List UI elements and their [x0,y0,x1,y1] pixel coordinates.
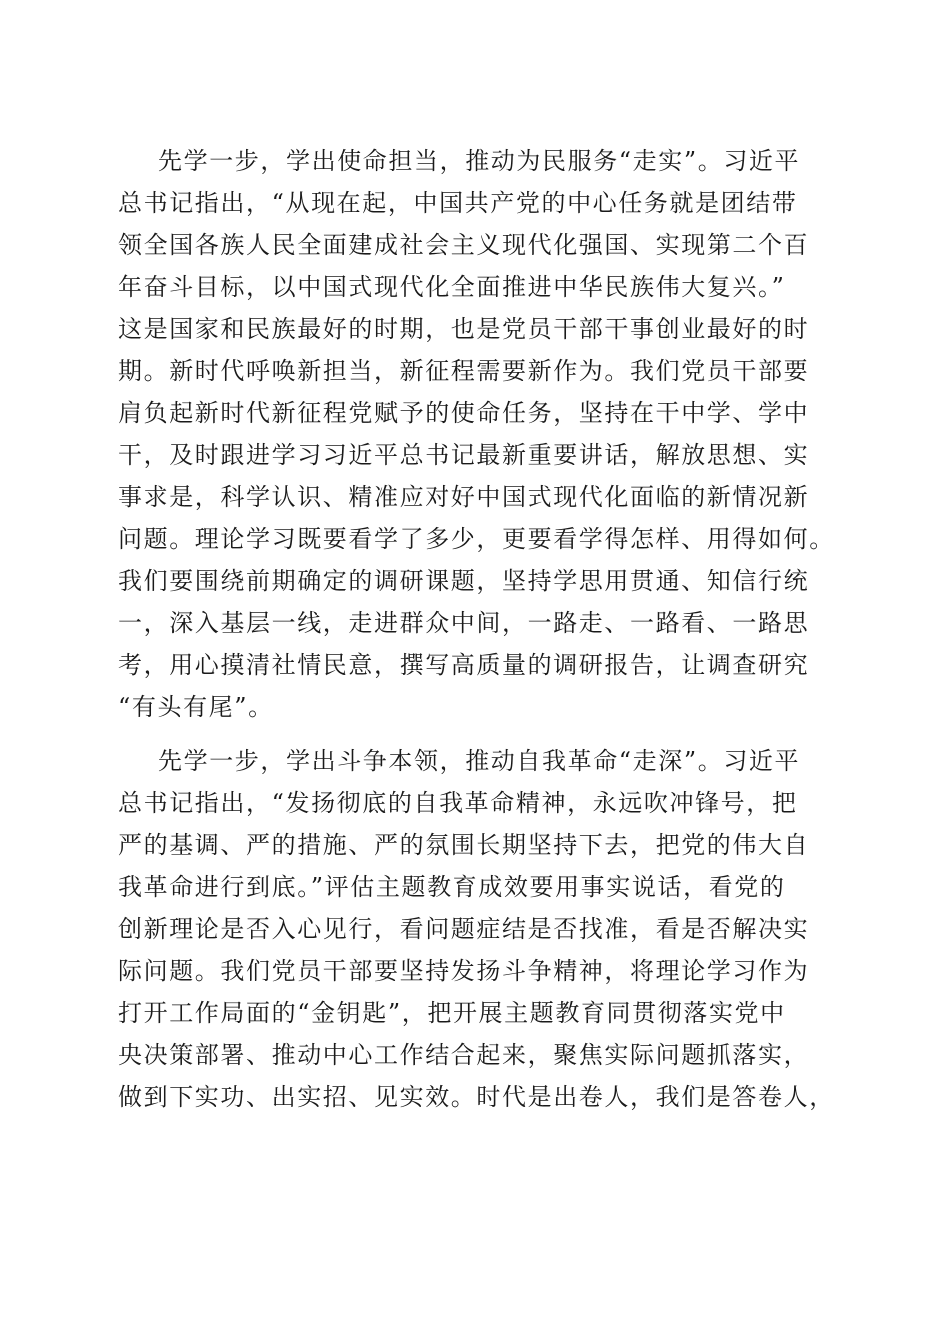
text-line: 我革命进行到底。”评估主题教育成效要用事实说话，看党的 [118,873,786,901]
text-line: 这是国家和民族最好的时期，也是党员干部干事创业最好的时 [118,315,810,343]
text-line: 央决策部署、推动中心工作结合起来，聚焦实际问题抓落实， [118,1041,810,1069]
text-line: 做到下实功、出实招、见实效。时代是出卷人，我们是答卷人， [118,1083,835,1111]
text-line: 年奋斗目标，以中国式现代化全面推进中华民族伟大复兴。” [118,273,786,301]
text-line: 先学一步，学出斗争本领，推动自我革命“走深”。习近平 [158,747,801,775]
text-line: 创新理论是否入心见行，看问题症结是否找准，看是否解决实 [118,915,810,943]
text-line: 际问题。我们党员干部要坚持发扬斗争精神，将理论学习作为 [118,957,810,985]
text-line: 总书记指出，“发扬彻底的自我革命精神，永远吹冲锋号，把 [118,789,798,817]
text-line: “有头有尾”。 [118,693,274,721]
text-line: 干，及时跟进学习习近平总书记最新重要讲话，解放思想、实 [118,441,810,469]
text-line: 事求是，科学认识、精准应对好中国式现代化面临的新情况新 [118,483,810,511]
text-line: 严的基调、严的措施、严的氛围长期坚持下去，把党的伟大自 [118,831,810,859]
text-line: 先学一步，学出使命担当，推动为民服务“走实”。习近平 [158,147,801,175]
text-line: 期。新时代呼唤新担当，新征程需要新作为。我们党员干部要 [118,357,810,385]
text-line: 总书记指出，“从现在起，中国共产党的中心任务就是团结带 [118,189,798,217]
text-line: 我们要围绕前期确定的调研课题，坚持学思用贯通、知信行统 [118,567,810,595]
text-line: 肩负起新时代新征程党赋予的使命任务，坚持在干中学、学中 [118,399,810,427]
text-line: 考，用心摸清社情民意，撰写高质量的调研报告，让调查研究 [118,651,810,679]
text-line: 问题。理论学习既要看学了多少，更要看学得怎样、用得如何。 [118,525,835,553]
text-line: 领全国各族人民全面建成社会主义现代化强国、实现第二个百 [118,231,810,259]
text-line: 打开工作局面的“金钥匙”，把开展主题教育同贯彻落实党中 [118,999,786,1027]
text-line: 一，深入基层一线，走进群众中间，一路走、一路看、一路思 [118,609,810,637]
